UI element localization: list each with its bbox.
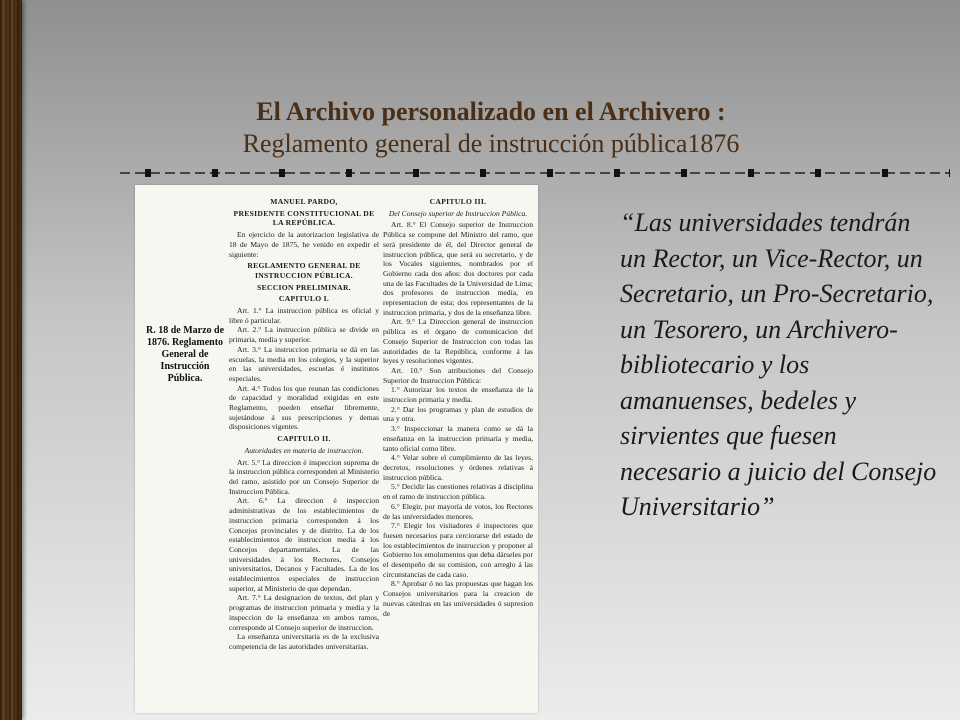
document-paragraph: En ejercicio de la autorizacion legislativa de 18 de Mayo de 1875, he venido en expedir el siguiente: bbox=[229, 230, 379, 259]
document-paragraph: Del Consejo superior de Instruccion Pública. bbox=[388, 208, 528, 218]
document-paragraph: La enseñanza universitaria es de la exclusiva competencia de las autoridades universitarias. bbox=[229, 632, 379, 651]
divider-dot bbox=[346, 169, 352, 177]
document-paragraph: 1.° Autorizar los textos de enseñanza de la instruccion primaria y media. bbox=[383, 385, 533, 405]
document-paragraph: Art. 9.° La Direccion general de instruccion pública es el órgano de comunicacion del Consejo Superior de Instruccion con todas las autoridades de la República, conforme á las leyes y resoluciones vigentes. bbox=[383, 317, 533, 366]
dashed-divider bbox=[120, 166, 950, 180]
divider-dot bbox=[949, 169, 950, 177]
document-column-right bbox=[383, 195, 533, 618]
document-paragraph: CAPITULO III. bbox=[429, 197, 487, 206]
document-paragraph: CAPITULO II. bbox=[277, 434, 331, 444]
divider-dot bbox=[614, 169, 620, 177]
divider-dot bbox=[145, 169, 151, 177]
document-paragraph: MANUEL PARDO, bbox=[270, 197, 338, 206]
divider-dot bbox=[681, 169, 687, 177]
document-paragraph: 3.° Inspeccionar la manera como se dá la enseñanza en la instruccion primaria y media, tanto oficial como libre. bbox=[383, 424, 533, 453]
divider-dot bbox=[413, 169, 419, 177]
divider-dot bbox=[279, 169, 285, 177]
document-paragraph: 4.° Velar sobre el cumplimiento de las leyes, decretos, resoluciones y órdenes relativas á instruccion pública. bbox=[383, 453, 533, 482]
title-bold-line: El Archivo personalizado en el Archivero : bbox=[256, 97, 726, 126]
document-paragraph: 7.° Elegir los visitadores é inspectores que fuesen necesarios para cerciorarse del estado de los establecimientos de instruccion y proponer al Gobierno los emolumentos que deba dárseles por el desempeño de su comision, con arreglo á las circunstancias de cada caso. bbox=[383, 521, 533, 579]
document-column-left bbox=[229, 195, 379, 652]
document-paragraph: 2.° Dar los programas y plan de estudios de una y otra. bbox=[383, 404, 533, 424]
document-paragraph: 8.° Aprobar ó no las propuestas que hagan los Consejos universitarios para la creacion de nuevas cátedras en las universidades ó supresion de bbox=[383, 579, 533, 618]
document-paragraph: Art. 8.° El Consejo superior de Instruccion Pública se compone del Ministro del ramo, que será presidente de él, del Director general de instruccion pública, que será su secretario, y de los Vocales siguientes, nombrados por el Gobierno cada dos años: dos doctores por cada una de las Facultades de la Universidad de Lima; dos profesores de instruccion media, en representacion de esta; dos representantes de la instruccion primaria, y dos de la enseñanza libre. bbox=[383, 220, 533, 317]
document-paragraph: Art. 10.° Son atribuciones del Consejo Superior de Instruccion Pública: bbox=[383, 365, 533, 385]
document-paragraph: Art. 6.° La direccion é inspeccion administrativas de los establecimientos de instruccion primaria corresponden á los Concejos provinciales y de distrito. La de los establecimientos de instruccion media á los Concejos departamentales. La de las universidades á los Rectores, Consejos universitarios, Decanos y Facultades. La de los establecimientos especiales de instruccion superior, al Ministerio de que dependan. bbox=[229, 496, 379, 593]
quote-text: “Las universidades tendrán un Rector, un Vice-Rector, un Secretario, un Pro-Secretario, un Tesorero, un Archivero-bibliotecario y los amanuenses, bedeles y sirvientes que fuesen necesario a juicio del Consejo Universitario” bbox=[620, 208, 937, 521]
document-paragraph: REGLAMENTO GENERAL DE INSTRUCCION PÚBLICA. bbox=[247, 261, 361, 280]
document-paragraph: 5.° Decidir las cuestiones relativas á disciplina en el ramo de instruccion pública. bbox=[383, 482, 533, 502]
title-regular-line: Reglamento general de instrucción pública1876 bbox=[242, 129, 740, 158]
divider-dot bbox=[748, 169, 754, 177]
document-paragraph: 6.° Elegir, por mayoría de votos, los Rectores de las universidades menores. bbox=[383, 501, 533, 521]
slide-title bbox=[22, 96, 960, 160]
document-paragraph: Art. 3.° La instruccion primaria se dá en las escuelas, la media en los colegios, y la superior en las universidades, escuelas é institutos especiales. bbox=[229, 344, 379, 383]
divider-dot bbox=[882, 169, 888, 177]
divider-dot bbox=[547, 169, 553, 177]
document-paragraph: Art. 5.° La direccion é inspeccion suprema de la instruccion pública corresponden al Ministerio del ramo, asistido por un Consejo Superior de Instruccion Pública. bbox=[229, 457, 379, 496]
document-scan bbox=[135, 185, 538, 713]
divider-dot bbox=[815, 169, 821, 177]
divider-dot bbox=[212, 169, 218, 177]
wood-grain-sidebar bbox=[0, 0, 22, 720]
document-paragraph: Art. 2.° La instruccion pública se divide en primaria, media y superior. bbox=[229, 325, 379, 345]
document-paragraph: Autoridades en materia de instruccion. bbox=[244, 445, 364, 455]
document-paragraph: Art. 1.° La instruccion pública es oficial y libre ó particular. bbox=[229, 306, 379, 325]
document-margin-note: R. 18 de Marzo de 1876. Reglamento General de Instrucción Pública. bbox=[145, 325, 225, 384]
divider-dot bbox=[480, 169, 486, 177]
document-paragraph: SECCION PRELIMINAR. bbox=[257, 282, 351, 292]
document-paragraph: Art. 4.° Todos los que reunan las condiciones de capacidad y moralidad exigidas en este Reglamento, pueden enseñar libremente, sujetándose á sus prescripciones y demas disposiciones vigentes. bbox=[229, 383, 379, 432]
document-paragraph: CAPITULO I. bbox=[278, 294, 330, 304]
document-paragraph: Art. 7.° La designacion de textos, del plan y programas de instruccion primaria y media y la inspeccion de la enseñanza en ambos ramos, corresponde al Consejo superior de instruccion. bbox=[229, 593, 379, 632]
document-paragraph: PRESIDENTE CONSTITUCIONAL DE LA REPÚBLICA. bbox=[233, 208, 375, 228]
